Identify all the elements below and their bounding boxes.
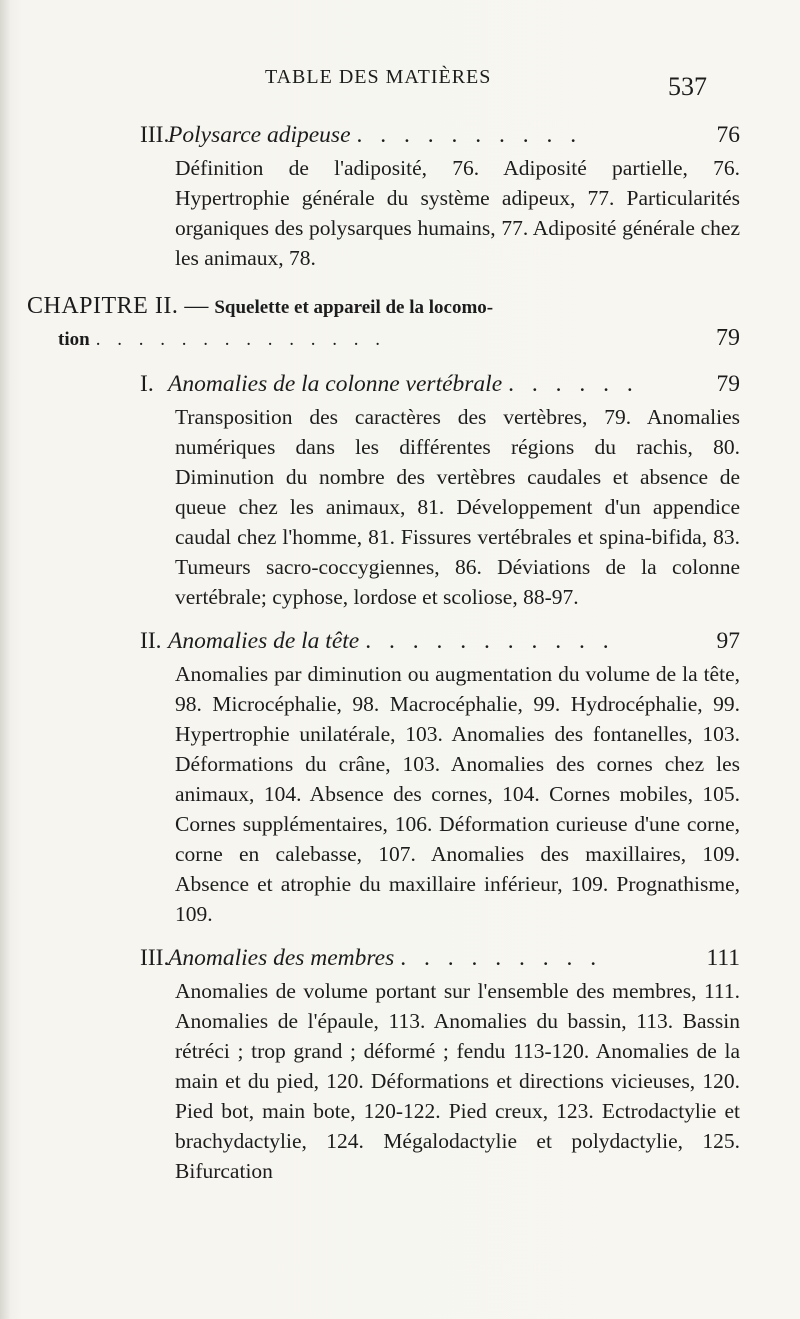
entry-title: Polysarce adipeuse [168, 122, 351, 148]
chapter-label: CHAPITRE II. [27, 293, 179, 319]
entry-title: Anomalies des membres [168, 945, 395, 971]
table-of-contents [27, 120, 740, 1186]
entry-description: Anomalies de volume portant sur l'ensemble des membres, 111. Anomalies de l'épaule, 113. Anomalies du bassin, 113. Bassin rétréci ; trop grand ; déformé ; fendu 113-120. Anomalies de la main et du pied, 120. Déformations et directions vicieuses, 120. Pied bot, main bote, 120-122. Pied creux, 123. Ectrodactylie et brachydactylie, 124. Mégalodactylie et polydactylie, 125. Bifurcation [175, 979, 740, 1183]
leader-dots: . . . . . . [508, 371, 639, 397]
page-spine-shadow [0, 0, 10, 1319]
chapter-heading-continued[interactable] [58, 323, 740, 355]
entry-number: II. [140, 628, 162, 654]
entry-description: Définition de l'adiposité, 76. Adiposité partielle, 76. Hypertrophie générale du système adipeux, 77. Particularités organiques des polysarques humains, 77. Adiposité générale chez les animaux, 78. [175, 156, 740, 270]
chapter-title-continued: tion [58, 329, 90, 350]
entry-number: I. [140, 371, 154, 397]
entry-page: 76 [716, 122, 740, 148]
leader-dots: . . . . . . . . . . . [365, 628, 615, 654]
leader-dots: . . . . . . . . . . . . . . [95, 329, 386, 350]
entry-number: III. [140, 945, 170, 971]
toc-entry-polysarce[interactable] [140, 120, 740, 150]
entry-page: 79 [716, 371, 740, 397]
toc-entry-membres[interactable] [140, 943, 740, 973]
leader-dots: . . . . . . . . . [400, 945, 603, 971]
entry-page: 97 [716, 628, 740, 654]
chapter-heading[interactable] [27, 291, 740, 323]
toc-entry-colonne[interactable] [140, 369, 740, 399]
entry-description: Transposition des caractères des vertèbres, 79. Anomalies numériques dans les différentes régions du rachis, 80. Diminution du nombre des vertèbres caudales et absence de queue chez les animaux, 81. Développement d'un appendice caudal chez l'homme, 81. Fissures vertébrales et spina-bifida, 83. Tumeurs sacro-coccygiennes, 86. Déviations de la colonne vertébrale; cyphose, lordose et scoliose, 88-97. [175, 405, 740, 609]
entry-description: Anomalies par diminution ou augmentation du volume de la tête, 98. Microcéphalie, 98. Macrocéphalie, 99. Hydrocéphalie, 99. Hypertrophie unilatérale, 103. Anomalies des fontanelles, 103. Déformations du crâne, 103. Anomalies des cornes chez les animaux, 104. Absence des cornes, 104. Cornes mobiles, 105. Cornes supplémentaires, 106. Déformation curieuse d'une corne, corne en calebasse, 107. Anomalies des maxillaires, 109. Absence et atrophie du maxillaire inférieur, 109. Prognathisme, 109. [175, 662, 740, 926]
running-header: TABLE DES MATIÈRES [265, 66, 492, 88]
page-number: 537 [668, 72, 707, 101]
chapter-dash: — [184, 293, 209, 319]
entry-title: Anomalies de la tête [168, 628, 360, 654]
entry-page: 111 [706, 945, 740, 971]
chapter-title: Squelette et appareil de la locomo- [214, 297, 494, 318]
chapter-page: 79 [716, 325, 740, 351]
entry-number: III. [140, 122, 170, 148]
entry-title: Anomalies de la colonne vertébrale [168, 371, 503, 397]
toc-entry-tete[interactable] [140, 626, 740, 656]
leader-dots: . . . . . . . . . . [356, 122, 583, 148]
